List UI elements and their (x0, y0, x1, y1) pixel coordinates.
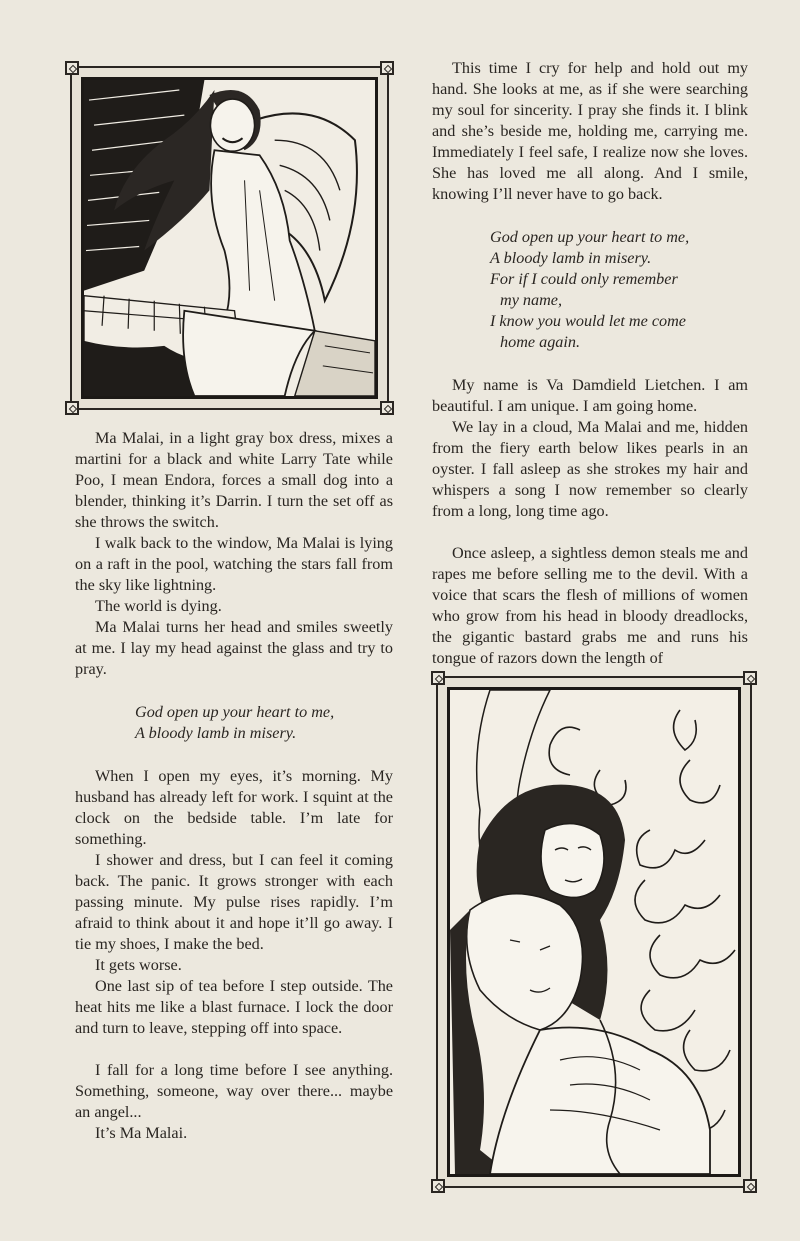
right-text-column (432, 58, 748, 669)
frame-corner-ornament (65, 61, 79, 75)
paragraph: This time I cry for help and hold out my hand. She looks at me, as if she were searching my soul for sincerity. I pray she finds it. I blink and she’s beside me, holding me, carrying me. Immediately I feel safe, I realize now she loves. She has loved me all along. And I smile, knowing I’ll never have to go back. (432, 59, 748, 203)
paragraph: It gets worse. (95, 956, 182, 974)
paragraph: My name is Va Damdield Lietchen. I am beautiful. I am unique. I am going home. (432, 376, 748, 415)
angel-illustration (84, 80, 375, 396)
verse-line: A bloody lamb in misery. (135, 724, 297, 742)
paragraph: Ma Malai, in a light gray box dress, mixes a martini for a black and white Larry Tate while Poo, I mean Endora, forces a small dog into a blender, thinking it’s Darrin. I turn the set off as she throws the switch. (75, 429, 393, 531)
paragraph: I shower and dress, but I can feel it coming back. The panic. It grows stronger with each passing minute. My pulse rises rapidly. I’m afraid to think about it and hope it’ll go away. I tie my shoes, I make the bed. (75, 851, 393, 953)
paragraph: I walk back to the window, Ma Malai is lying on a raft in the pool, watching the stars fall from the sky like lightning. (75, 534, 393, 594)
paragraph: The world is dying. (95, 597, 222, 615)
paragraph: We lay in a cloud, Ma Malai and me, hidden from the fiery earth below likes pearls in an oyster. I fall asleep as she strokes my hair and whispers a song I now remember so clearly from a long, long time ago. (432, 418, 748, 520)
paragraph: Once asleep, a sightless demon steals me and rapes me before selling me to the devil. With a voice that scars the flesh of millions of women who grow from his head in bloody dreadlocks, the gigantic bastard grabs me and runs his tongue of razors down the length of (432, 544, 748, 667)
frame-corner-ornament (431, 671, 445, 685)
paragraph: Ma Malai turns her head and smiles sweetly at me. I lay my head against the glass and try to pray. (75, 618, 393, 678)
frame-corner-ornament (380, 401, 394, 415)
verse-line: For if I could only remember (490, 270, 678, 288)
frame-corner-ornament (65, 401, 79, 415)
verse-block (432, 227, 748, 353)
frame-corner-ornament (743, 671, 757, 685)
embrace-illustration (450, 690, 738, 1174)
frame-corner-ornament (431, 1179, 445, 1193)
verse-line: God open up your heart to me, (135, 703, 335, 721)
frame-corner-ornament (380, 61, 394, 75)
illustration-embrace-frame (436, 676, 752, 1188)
paragraph: One last sip of tea before I step outside. The heat hits me like a blast furnace. I lock the door and turn to leave, stepping off into space. (75, 977, 393, 1037)
verse-line: A bloody lamb in misery. (490, 249, 652, 267)
frame-corner-ornament (743, 1179, 757, 1193)
verse-line: my name, (500, 291, 563, 309)
illustration-angel-frame (70, 66, 389, 410)
paragraph: It’s Ma Malai. (95, 1124, 188, 1142)
verse-line: home again. (500, 333, 581, 351)
verse-line: God open up your heart to me, (490, 228, 690, 246)
paragraph: When I open my eyes, it’s morning. My husband has already left for work. I squint at the clock on the bedside table. I’m late for something. (75, 767, 393, 848)
verse-block (75, 702, 393, 744)
paragraph: I fall for a long time before I see anything. Something, someone, way over there... maybe an angel... (75, 1061, 393, 1121)
left-text-column (75, 428, 393, 1144)
verse-line: I know you would let me come (490, 312, 686, 330)
